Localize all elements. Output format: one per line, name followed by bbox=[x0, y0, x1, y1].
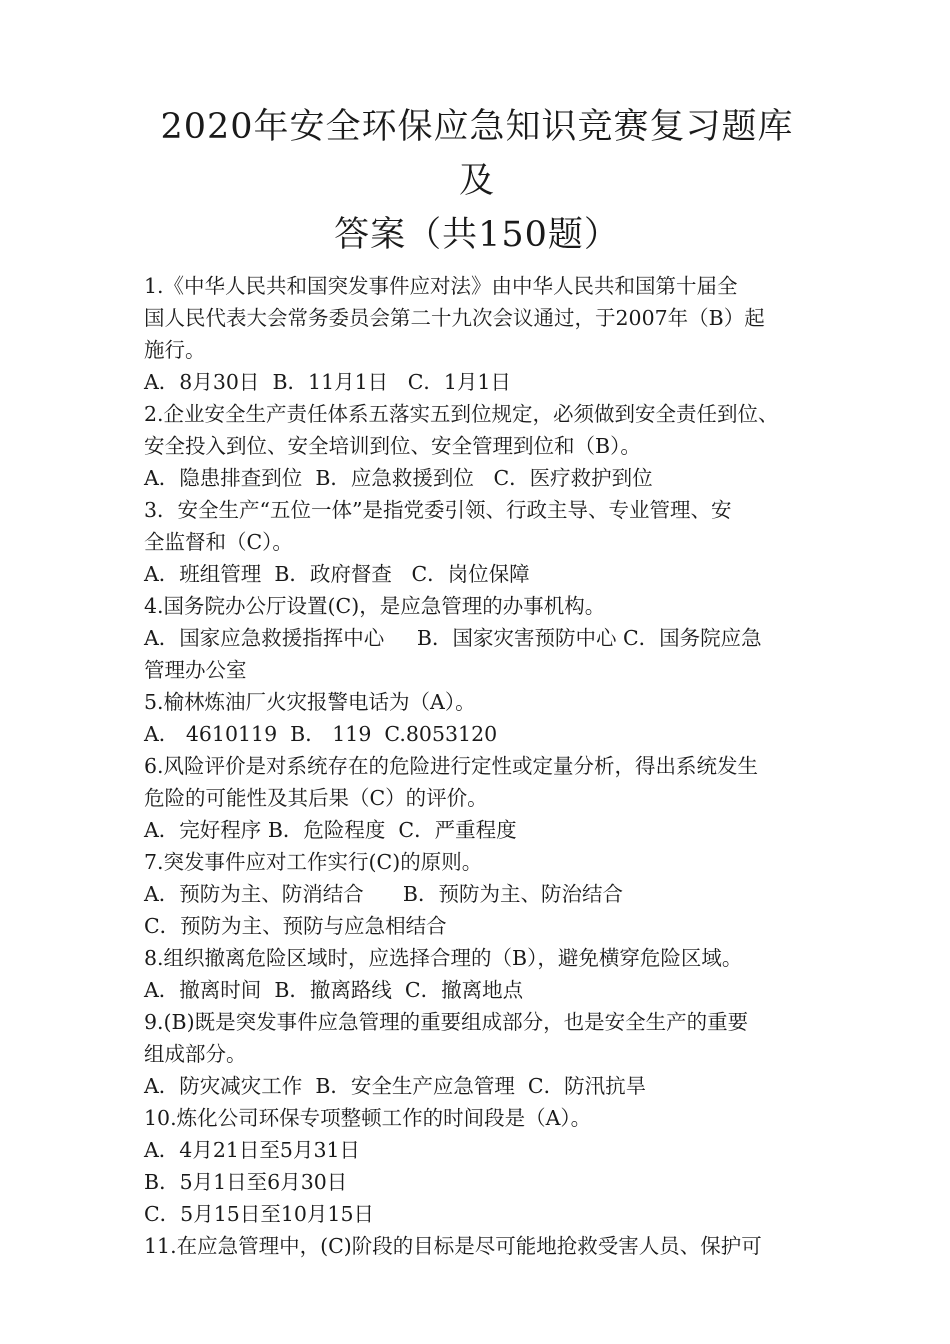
text-line: 全监督和（C）。 bbox=[144, 530, 293, 554]
title-line-1: 2020年安全环保应急知识竞赛复习题库及 bbox=[160, 107, 794, 201]
text-line: C．5月15日至10月15日 bbox=[144, 1202, 374, 1226]
text-line: 安全投入到位、安全培训到位、安全管理到位和（B）。 bbox=[144, 434, 641, 458]
text-line: 国人民代表大会常务委员会第二十九次会议通过，于2007年（B）起 bbox=[144, 306, 765, 330]
text-line: A．国家应急救援指挥中心 B．国家灾害预防中心 C．国务院应急 bbox=[144, 626, 762, 650]
text-line: A．完好程序 B．危险程度 C．严重程度 bbox=[144, 818, 517, 842]
text-line: 5.榆林炼油厂火灾报警电话为（A）。 bbox=[144, 690, 476, 714]
text-line: 2.企业安全生产责任体系五落实五到位规定，必须做到安全责任到位、 bbox=[144, 402, 779, 426]
text-line: 危险的可能性及其后果（C）的评价。 bbox=[144, 786, 488, 810]
text-line: 8.组织撤离危险区域时，应选择合理的（B），避免横穿危险区域。 bbox=[144, 946, 743, 970]
text-line: B．5月1日至6月30日 bbox=[144, 1170, 348, 1194]
text-line: A．4月21日至5月31日 bbox=[144, 1138, 361, 1162]
text-line: 9.(B)既是突发事件应急管理的重要组成部分，也是安全生产的重要 bbox=[144, 1010, 749, 1034]
text-line: A． 4610119 B． 119 C.8053120 bbox=[144, 722, 498, 746]
text-line: 管理办公室 bbox=[144, 658, 247, 682]
text-line: 11.在应急管理中，(C)阶段的目标是尽可能地抢救受害人员、保护可 bbox=[144, 1234, 762, 1258]
text-line: 4.国务院办公厅设置(C)，是应急管理的办事机构。 bbox=[144, 594, 606, 618]
text-line: 施行。 bbox=[144, 338, 206, 362]
text-line: A．8月30日 B．11月1日 C．1月1日 bbox=[144, 370, 511, 394]
text-line: A．撤离时间 B．撤离路线 C．撤离地点 bbox=[144, 978, 524, 1002]
text-line: A．班组管理 B．政府督查 C．岗位保障 bbox=[144, 562, 530, 586]
text-line: 7.突发事件应对工作实行(C)的原则。 bbox=[144, 850, 483, 874]
text-line: 6.风险评价是对系统存在的危险进行定性或定量分析，得出系统发生 bbox=[144, 754, 759, 778]
text-line: A．预防为主、防消结合 B．预防为主、防治结合 bbox=[144, 882, 623, 906]
text-line: 1.《中华人民共和国突发事件应对法》由中华人民共和国第十届全 bbox=[144, 274, 738, 298]
text-line: A．隐患排查到位 B．应急救援到位 C．医疗救护到位 bbox=[144, 466, 653, 490]
text-line: 组成部分。 bbox=[144, 1042, 247, 1066]
text-line: 10.炼化公司环保专项整顿工作的时间段是（A）。 bbox=[144, 1106, 592, 1130]
title-line-2: 答案（共150题） bbox=[334, 215, 620, 255]
text-line: A．防灾减灾工作 B．安全生产应急管理 C．防汛抗旱 bbox=[144, 1074, 647, 1098]
text-line: C．预防为主、预防与应急相结合 bbox=[144, 914, 447, 938]
text-line: 3．安全生产“五位一体”是指党委引领、行政主导、专业管理、安 bbox=[144, 498, 732, 522]
document-title bbox=[144, 100, 810, 262]
question-list bbox=[144, 270, 810, 1262]
